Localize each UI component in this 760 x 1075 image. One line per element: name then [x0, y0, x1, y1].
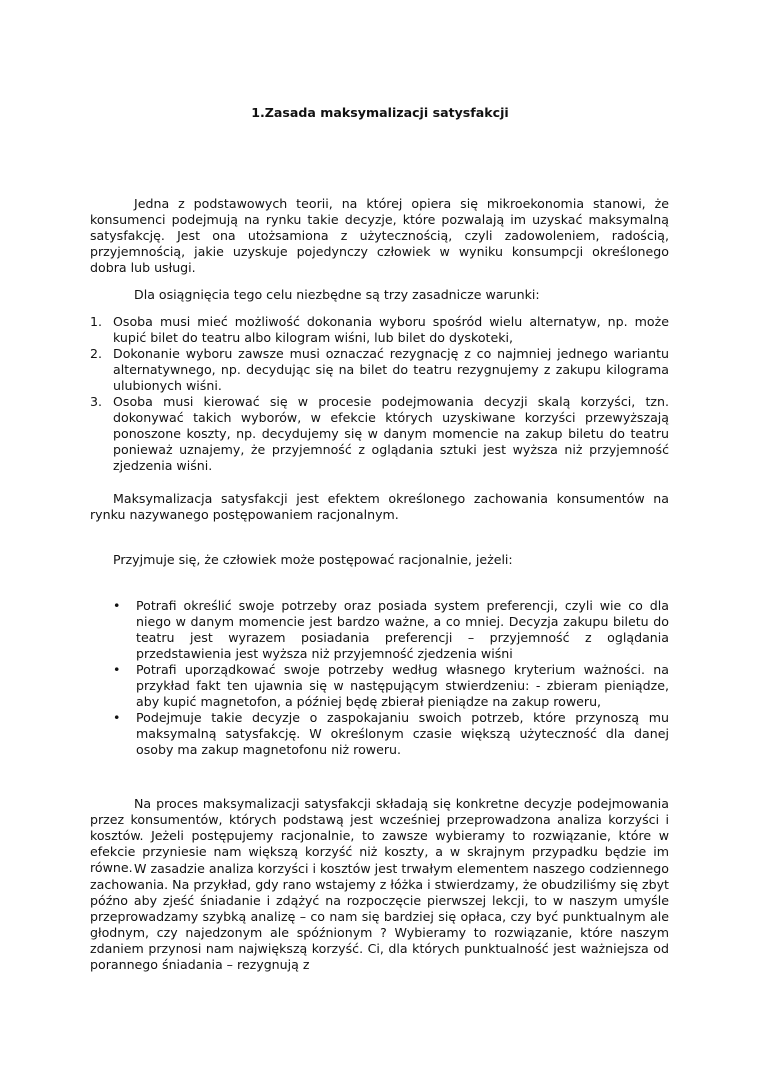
- analysis-paragraph: W zasadzie analiza korzyści i kosztów jest trwałym elementem naszego codziennego zachowania. Na przykład, gdy rano wstajemy z łóżka i stwierdzamy, że obudziliśmy się zbyt późno aby zjeść śniadanie i zdążyć na rozpoczęcie pierwszej lekcji, to w naszym umyśle przeprowadzamy szybką analizę – co nam się bardziej się opłaca, czy być punktualnym ale głodnym, czy najedzonym ale spóźnionym ? Wybieramy to rozwiązanie, które naszym zdaniem przynosi nam największą korzyść. Ci, dla których punktualność jest ważniejsza od porannego śniadania – rezygnują z: [90, 861, 669, 972]
- list-item-text: Podejmuje takie decyzje o zaspokajaniu swoich potrzeb, które przynoszą mu maksymalną satysfakcję. W określonym czasie większą użyteczność dla danej osoby ma zakup magnetofonu niż roweru.: [136, 710, 669, 757]
- intro-paragraph: Jedna z podstawowych teorii, na której opiera się mikroekonomia stanowi, że konsumenci podejmują na rynku takie decyzje, które pozwalają im uzyskać maksymalną satysfakcję. Jest ona utożsamiona z użytecznością, czyli zadowoleniem, radością, przyjemnością, jakie uzyskuje pojedynczy człowiek w wyniku konsumpcji określonego dobra lub usługi.: [90, 196, 669, 275]
- conditions-intro: Dla osiągnięcia tego celu niezbędne są trzy zasadnicze warunki:: [134, 287, 540, 302]
- list-item-text: Osoba musi mieć możliwość dokonania wyboru spośród wielu alternatyw, np. może kupić bilet do teatru albo kilogram wiśni, lub bilet do dyskoteki,: [113, 314, 669, 345]
- list-number: 2.: [90, 346, 103, 361]
- assumptions-list: [113, 598, 669, 758]
- page-title: 1.Zasada maksymalizacji satysfakcji: [251, 105, 509, 120]
- conditions-list: [90, 314, 669, 474]
- list-item: [113, 598, 669, 662]
- bullet-icon: •: [113, 662, 121, 677]
- list-item-text: Osoba musi kierować się w procesie podejmowania decyzji skalą korzyści, tzn. dokonywać takich wyborów, w efekcie których uzyskiwane korzyści przewyższają ponoszone koszty, np. decydujemy się w danym momencie na zakup biletu do teatru ponieważ uznajemy, że przyjemność z oglądania sztuki jest wyższa niż przyjemność zjedzenia wiśni.: [113, 394, 669, 473]
- list-item-text: Potrafi uporządkować swoje potrzeby według własnego kryterium ważności. na przykład fakt ten ujawnia się w następującym stwierdzeniu: - zbieram pieniądze, aby kupić magnetofon, a później będę zbierał pieniądze na zakup roweru,: [136, 662, 669, 709]
- process-paragraph: Na proces maksymalizacji satysfakcji składają się konkretne decyzje podejmowania przez konsumentów, których podstawą jest wcześniej przeprowadzona analiza korzyści i kosztów. Jeżeli postępujemy racjonalnie, to zawsze wybieramy to rozwiązanie, które w efekcie przyniesie nam większą korzyść niż koszty, a w skrajnym przypadku będzie im równe.: [90, 796, 669, 875]
- list-number: 3.: [90, 394, 103, 409]
- list-item: [90, 314, 669, 346]
- list-item: [113, 710, 669, 758]
- bullet-icon: •: [113, 598, 121, 613]
- rational-paragraph: Maksymalizacja satysfakcji jest efektem określonego zachowania konsumentów na rynku nazywanego postępowaniem racjonalnym.: [90, 491, 669, 522]
- bullet-icon: •: [113, 710, 121, 725]
- list-item: [113, 662, 669, 710]
- list-number: 1.: [90, 314, 103, 329]
- list-item: [90, 346, 669, 394]
- list-item: [90, 394, 669, 474]
- list-item-text: Potrafi określić swoje potrzeby oraz posiada system preferencji, czyli wie co dla niego w danym momencie jest bardzo ważne, a co mniej. Decyzja zakupu biletu do teatru jest wyrazem posiadania preferencji – przyjemność z oglądania przedstawienia jest wyższa niż przyjemność zjedzenia wiśni: [136, 598, 669, 661]
- list-item-text: Dokonanie wyboru zawsze musi oznaczać rezygnację z co najmniej jednego wariantu alternatywnego, np. decydując się na bilet do teatru rezygnujemy z zakupu kilograma ulubionych wiśni.: [113, 346, 669, 393]
- assumption-intro: Przyjmuje się, że człowiek może postępować racjonalnie, jeżeli:: [113, 552, 513, 567]
